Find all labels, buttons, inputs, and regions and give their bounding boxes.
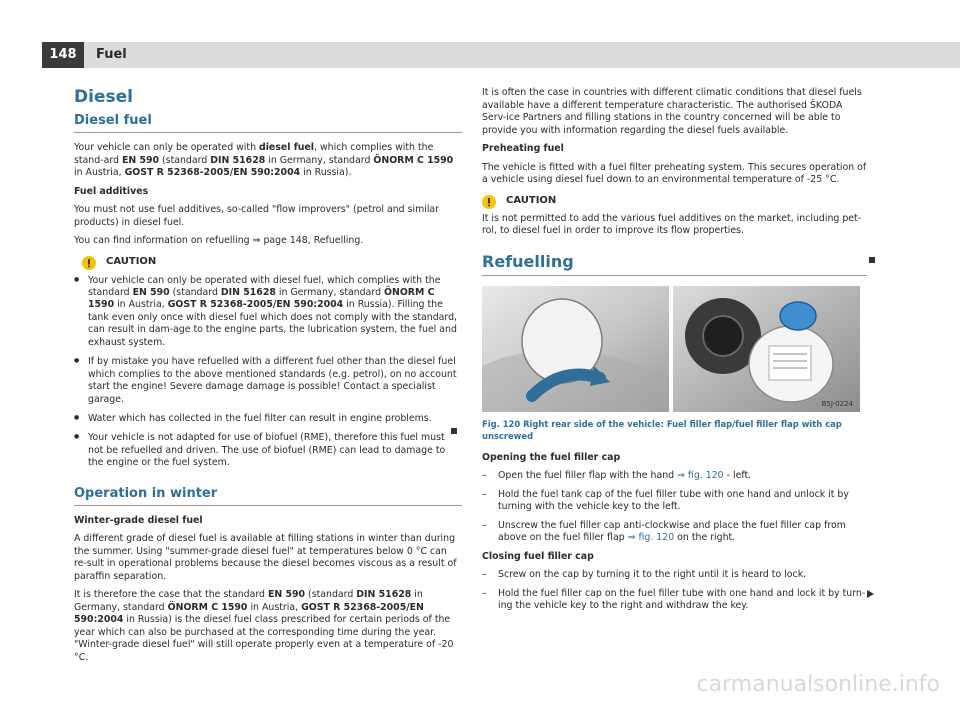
opening-heading: Opening the fuel filler cap: [482, 451, 621, 463]
text-run: - left.: [723, 470, 752, 481]
text-run: Screw on the cap by turning it to the right until it is heard to lock.: [498, 569, 807, 580]
opening-steps-list: [482, 470, 867, 545]
closing-heading: Closing fuel filler cap: [482, 550, 594, 562]
text-run: in Germany, standard: [265, 154, 374, 166]
text-run: Open the fuel filler flap with the hand: [498, 470, 678, 481]
caution-bullet: [74, 412, 462, 425]
bold-text: GOST R 52368-2005/EN 590:2004: [74, 601, 424, 625]
fuel-flap-closed-illustration: [482, 286, 669, 412]
bold-text: EN 590: [121, 154, 160, 166]
right-column: [482, 87, 867, 619]
section-title-operation-in-winter: Operation in winter: [74, 486, 462, 506]
continue-arrow-icon: [867, 590, 874, 598]
text-run: in Germany, standard: [275, 286, 384, 298]
preheating-text: The vehicle is fitted with a fuel filter preheating system. This secures operation of a vehicle using diesel fuel down to an environmental temperature of -25 °C.: [482, 161, 867, 185]
figure-reference: ⇒ fig. 120: [627, 532, 675, 543]
fuel-additives-text: You must not use fuel additives, so-called "flow improvers" (petrol and similar products) in diesel fuel.: [74, 204, 440, 228]
caution-title: CAUTION: [106, 256, 157, 268]
caution-box-heading: [82, 256, 462, 270]
caution-text-right: It is not permitted to add the various fuel additives on the market, including pet-rol, to diesel fuel in order to improve its flow properties.: [482, 212, 862, 236]
section-title-diesel-fuel: Diesel fuel: [74, 113, 462, 133]
text-run: (standard: [305, 589, 357, 600]
refuelling-reference: [74, 235, 462, 248]
text-run: Hold the fuel filler cap on the fuel filler tube with one hand and lock it by turn-ing the vehicle key to the right and withdraw the key.: [498, 587, 866, 611]
chapter-heading: Diesel: [74, 87, 133, 107]
fuel-additives-heading: Fuel additives: [74, 185, 149, 197]
figure-120: [482, 286, 860, 412]
closing-step: [482, 569, 867, 582]
closing-step: [482, 588, 867, 613]
bold-text: ÖNORM C 1590: [167, 601, 248, 613]
caution-bullet: [74, 431, 462, 469]
winter-paragraph-1: A different grade of diesel fuel is available at filling stations in winter than during the summer. Using "summer-grade diesel fuel" at temperatures below 0 °C can re-sult in operational problems because the diesel becomes viscous as a result of paraffin separation.: [74, 533, 457, 582]
section-end-marker: [869, 257, 875, 263]
caution-bullet: [74, 274, 462, 350]
figure-caption: Fig. 120 Right rear side of the vehicle: Fuel filler flap/fuel filler flap with cap unscrewed: [482, 418, 842, 441]
text-run: If by mistake you have refuelled with a different fuel other than the diesel fuel which complies to the above mentioned standards (e.g. petrol), on no account start the engine! Severe damage damage is possible! Contact a specialist garage.: [88, 356, 457, 405]
caution-bullet-list: [74, 274, 462, 470]
text-run: Your vehicle can only be operated with: [74, 142, 259, 153]
text-run: It is therefore the case that the standard: [74, 589, 268, 600]
closing-steps-list: [482, 569, 867, 613]
bold-text: EN 590: [267, 589, 306, 600]
figure-left-fuel-flap-closed: [482, 286, 669, 412]
text-run: in Russia).: [300, 167, 352, 178]
text-run: in Austria,: [247, 601, 302, 613]
text-run: (standard: [159, 154, 211, 166]
text-run: in Russia) is the diesel fuel class prescribed for certain periods of the year which can also be purchased at the corresponding time during the year. "Winter-grade diesel fuel" will still operate properly even at a temperature of -20 °C.: [74, 614, 454, 663]
page-header-title: Fuel: [84, 42, 960, 68]
text-run: Your vehicle can only be operated with diesel fuel, which complies with the standard: [88, 274, 441, 298]
warning-icon: [482, 195, 496, 209]
text-run: You can find information on refuelling: [74, 235, 253, 246]
opening-step: [482, 470, 867, 483]
winter-paragraph-2: [74, 589, 462, 664]
caution-title-right: CAUTION: [506, 195, 557, 207]
bold-text: DIN 51628: [356, 589, 412, 600]
text-run: Hold the fuel tank cap of the fuel filler tube with one hand and unlock it by turning with the vehicle key to the left.: [498, 488, 849, 512]
text-run: in Germany, standard: [74, 589, 423, 613]
section-title-refuelling: Refuelling: [482, 252, 867, 276]
text-run: ⇒ page 148, Refuelling.: [252, 235, 364, 246]
left-column: [74, 87, 462, 670]
bold-text: ÖNORM C 1590: [88, 286, 435, 311]
text-run: (standard: [169, 286, 221, 298]
intro-paragraph: [74, 142, 462, 180]
text-run: , which complies with the stand-ard: [74, 142, 434, 166]
text-run: in Austria,: [74, 167, 125, 178]
caution-bullet: [74, 355, 462, 406]
bold-text: GOST R 52368-2005/EN 590:2004: [167, 299, 344, 311]
fuel-flap-open-illustration: [673, 286, 860, 412]
warning-icon: [82, 256, 96, 270]
opening-step: [482, 489, 867, 514]
figure-reference: ⇒ fig. 120: [677, 470, 724, 481]
page-number: 148: [42, 42, 84, 68]
text-run: in Austria,: [114, 299, 168, 311]
text-run: in Russia). Filling the tank even only once with diesel fuel which does not comply with the standard, can result in dam-age to the engine parts, the lubrication system, the fuel and exhaust system.: [88, 299, 458, 348]
text-run: on the right.: [674, 532, 736, 543]
winter-grade-heading: Winter-grade diesel fuel: [74, 514, 203, 526]
figure-code: B5J-0224: [821, 399, 853, 408]
bold-text: diesel fuel: [259, 142, 315, 153]
bold-text: DIN 51628: [220, 286, 276, 298]
watermark: carmanualsonline.info: [696, 672, 940, 697]
text-run: Water which has collected in the fuel filter can result in engine problems.: [88, 412, 432, 424]
bold-text: ÖNORM C 1590: [373, 154, 454, 166]
preheating-heading: Preheating fuel: [482, 143, 564, 154]
climate-paragraph: It is often the case in countries with different climatic conditions that diesel fuels available have a different temperature characteristic. The authorised ŠKODA Serv-ice Partners and filling stations in the country concerned will be able to provide you with information regarding the diesel fuels available.: [482, 87, 862, 136]
bold-text: DIN 51628: [210, 154, 266, 166]
figure-right-fuel-flap-open: [673, 286, 860, 412]
bold-text: GOST R 52368-2005/EN 590:2004: [124, 167, 301, 178]
opening-step: [482, 520, 867, 545]
bold-text: EN 590: [132, 286, 170, 298]
text-run: Your vehicle is not adapted for use of biofuel (RME), therefore this fuel must not be refuelled and driven. The use of biofuel (RME) can lead to damage to the engine or the fuel system.: [88, 432, 446, 468]
text-run: Unscrew the fuel filler cap anti-clockwise and place the fuel filler cap from above on the fuel filler flap: [498, 519, 846, 543]
section-end-marker: [451, 428, 457, 434]
caution-box-heading-right: [482, 195, 867, 209]
